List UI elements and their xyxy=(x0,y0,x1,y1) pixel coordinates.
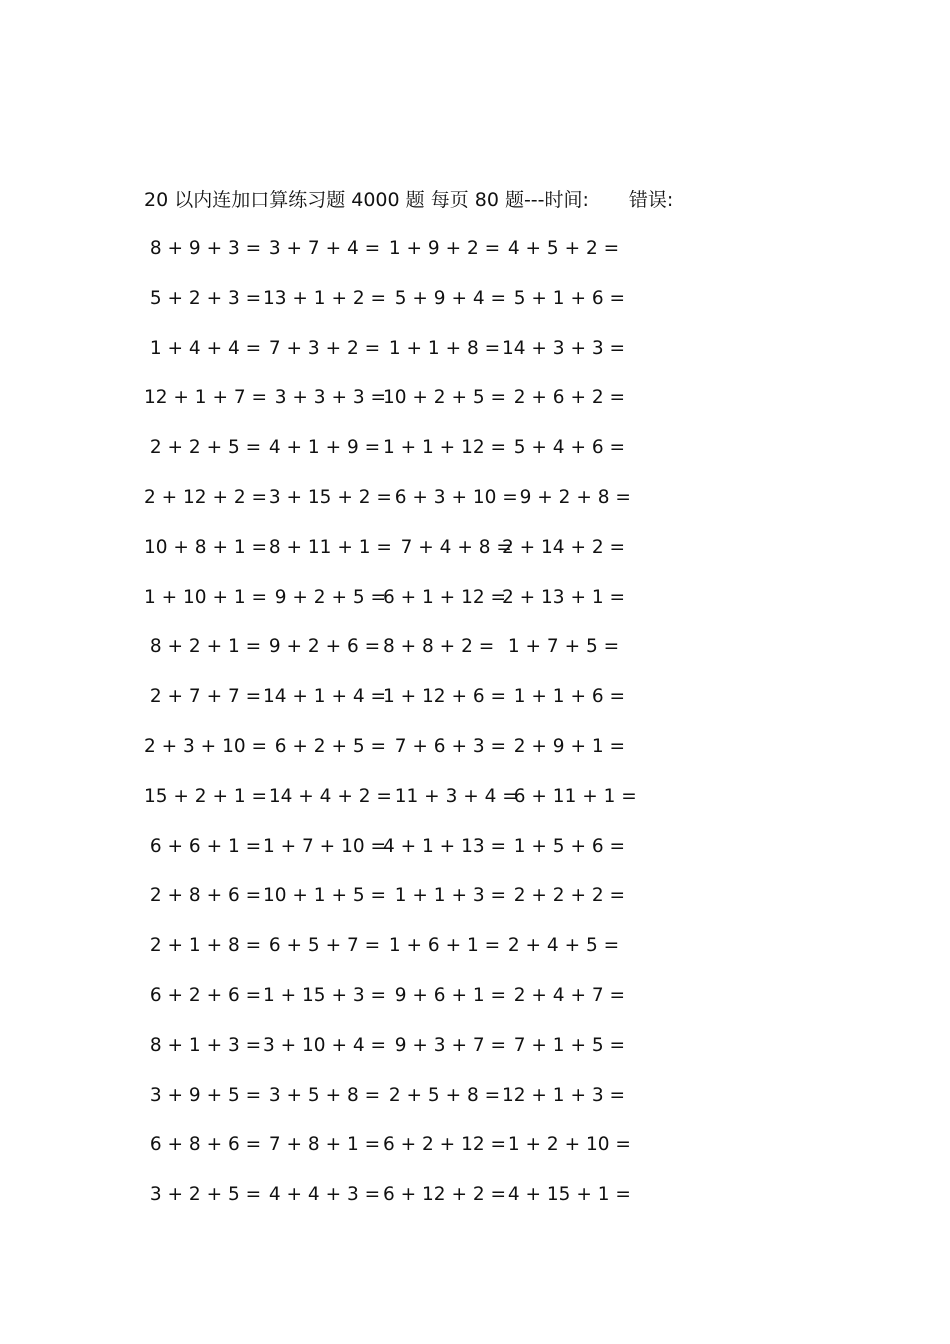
problem: 2 + 8 + 6 = xyxy=(144,885,262,907)
problem: 8 + 11 + 1 = xyxy=(263,536,392,558)
worksheet-title: 20 以内连加口算练习题 4000 题 每页 80 题---时间: xyxy=(144,189,589,211)
problem: 12 + 1 + 3 = xyxy=(502,1084,625,1106)
problem: 14 + 3 + 3 = xyxy=(502,337,625,359)
problem: 2 + 12 + 2 = xyxy=(144,486,267,508)
problem: 1 + 4 + 4 = xyxy=(144,337,262,359)
problem: 9 + 3 + 7 = xyxy=(383,1034,506,1056)
problem-row xyxy=(144,483,664,533)
problem: 4 + 15 + 1 = xyxy=(502,1184,631,1206)
problem: 2 + 7 + 7 = xyxy=(144,686,262,708)
problem: 2 + 2 + 5 = xyxy=(144,437,262,459)
problem: 1 + 7 + 10 = xyxy=(263,835,386,857)
problem: 5 + 4 + 6 = xyxy=(502,437,625,459)
problem-row xyxy=(144,334,664,384)
problem: 8 + 1 + 3 = xyxy=(144,1034,262,1056)
problem-row xyxy=(144,433,664,483)
problem: 14 + 4 + 2 = xyxy=(263,785,392,807)
problem: 13 + 1 + 2 = xyxy=(263,287,386,309)
problem-row xyxy=(144,383,664,433)
problem: 2 + 5 + 8 = xyxy=(383,1084,501,1106)
problem: 1 + 1 + 3 = xyxy=(383,885,506,907)
problem-row xyxy=(144,234,664,284)
problem: 1 + 1 + 6 = xyxy=(502,686,625,708)
problem: 10 + 8 + 1 = xyxy=(144,536,267,558)
problem: 3 + 7 + 4 = xyxy=(263,238,381,259)
problem: 4 + 5 + 2 = xyxy=(502,238,620,259)
problem: 11 + 3 + 4 = xyxy=(383,785,518,807)
problem: 9 + 2 + 8 = xyxy=(502,486,631,508)
problem: 10 + 2 + 5 = xyxy=(383,387,506,409)
problem-row xyxy=(144,1180,664,1230)
problem: 1 + 15 + 3 = xyxy=(263,984,386,1006)
problem: 8 + 2 + 1 = xyxy=(144,636,262,658)
problem: 1 + 12 + 6 = xyxy=(383,686,506,708)
problem: 6 + 12 + 2 = xyxy=(383,1184,506,1206)
problem: 1 + 1 + 12 = xyxy=(383,437,506,459)
problem: 9 + 2 + 5 = xyxy=(263,586,386,608)
problem: 7 + 6 + 3 = xyxy=(383,735,506,757)
problem: 5 + 2 + 3 = xyxy=(144,287,262,309)
problem: 7 + 1 + 5 = xyxy=(502,1034,625,1056)
problem-row xyxy=(144,284,664,334)
problem-grid xyxy=(144,234,664,1230)
problem: 4 + 1 + 9 = xyxy=(263,437,381,459)
problem: 2 + 3 + 10 = xyxy=(144,735,267,757)
problem-row xyxy=(144,682,664,732)
problem: 6 + 1 + 12 = xyxy=(383,586,506,608)
problem: 12 + 1 + 7 = xyxy=(144,387,267,409)
problem: 8 + 8 + 2 = xyxy=(383,636,495,658)
problem: 3 + 3 + 3 = xyxy=(263,387,386,409)
problem-row xyxy=(144,832,664,882)
problem-row xyxy=(144,732,664,782)
problem: 6 + 11 + 1 = xyxy=(502,785,637,807)
problem: 7 + 4 + 8 = xyxy=(383,536,512,558)
problem: 9 + 6 + 1 = xyxy=(383,984,506,1006)
problem: 1 + 1 + 8 = xyxy=(383,337,501,359)
problem: 6 + 2 + 6 = xyxy=(144,984,262,1006)
problem: 1 + 9 + 2 = xyxy=(383,238,501,259)
problem: 1 + 6 + 1 = xyxy=(383,935,501,957)
problem: 1 + 10 + 1 = xyxy=(144,586,267,608)
problem: 3 + 9 + 5 = xyxy=(144,1084,262,1106)
problem: 3 + 15 + 2 = xyxy=(263,486,392,508)
problem: 3 + 10 + 4 = xyxy=(263,1034,386,1056)
problem: 2 + 13 + 1 = xyxy=(502,586,625,608)
problem: 1 + 5 + 6 = xyxy=(502,835,625,857)
problem: 10 + 1 + 5 = xyxy=(263,885,386,907)
problem: 15 + 2 + 1 = xyxy=(144,785,267,807)
problem: 14 + 1 + 4 = xyxy=(263,686,386,708)
problem: 9 + 2 + 6 = xyxy=(263,636,381,658)
problem: 2 + 2 + 2 = xyxy=(502,885,625,907)
problem-row xyxy=(144,931,664,981)
problem: 5 + 9 + 4 = xyxy=(383,287,506,309)
problem-row xyxy=(144,1031,664,1081)
problem-row xyxy=(144,881,664,931)
worksheet-header xyxy=(144,185,673,215)
errors-label: 错误: xyxy=(628,189,674,211)
problem: 2 + 6 + 2 = xyxy=(502,387,625,409)
problem: 2 + 1 + 8 = xyxy=(144,935,262,957)
problem: 2 + 14 + 2 = xyxy=(502,536,625,558)
problem-row xyxy=(144,1081,664,1131)
problem: 8 + 9 + 3 = xyxy=(144,238,262,259)
problem: 6 + 2 + 5 = xyxy=(263,735,386,757)
problem-row xyxy=(144,533,664,583)
problem: 2 + 4 + 7 = xyxy=(502,984,625,1006)
problem: 1 + 2 + 10 = xyxy=(502,1134,631,1156)
problem: 7 + 8 + 1 = xyxy=(263,1134,381,1156)
problem: 4 + 4 + 3 = xyxy=(263,1184,381,1206)
problem: 6 + 8 + 6 = xyxy=(144,1134,262,1156)
problem: 1 + 7 + 5 = xyxy=(502,636,620,658)
problem: 6 + 5 + 7 = xyxy=(263,935,381,957)
problem-row xyxy=(144,981,664,1031)
problem: 3 + 5 + 8 = xyxy=(263,1084,381,1106)
problem-row xyxy=(144,1130,664,1180)
problem: 2 + 4 + 5 = xyxy=(502,935,620,957)
problem: 6 + 2 + 12 = xyxy=(383,1134,506,1156)
problem: 6 + 3 + 10 = xyxy=(383,486,518,508)
problem: 2 + 9 + 1 = xyxy=(502,735,625,757)
problem-row xyxy=(144,583,664,633)
problem: 6 + 6 + 1 = xyxy=(144,835,262,857)
problem: 5 + 1 + 6 = xyxy=(502,287,625,309)
problem: 4 + 1 + 13 = xyxy=(383,835,506,857)
problem-row xyxy=(144,782,664,832)
problem: 7 + 3 + 2 = xyxy=(263,337,381,359)
problem: 3 + 2 + 5 = xyxy=(144,1184,262,1206)
problem-row xyxy=(144,632,664,682)
